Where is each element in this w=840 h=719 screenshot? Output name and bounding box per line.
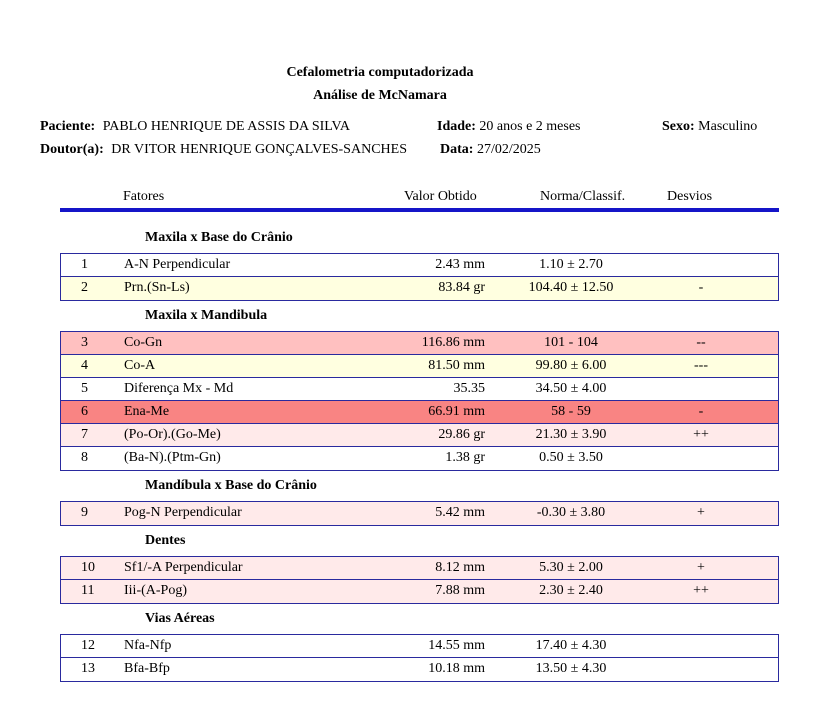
date-value: 27/02/2025 xyxy=(476,142,541,157)
patient-sex-label: Sexo: xyxy=(662,119,695,134)
row-factor: (Ba-N).(Ptm-Gn) xyxy=(124,450,221,465)
doctor-value: DR VITOR HENRIQUE GONÇALVES-SANCHES xyxy=(111,142,407,157)
row-deviation: - xyxy=(698,404,704,419)
patient-name-label: Paciente: xyxy=(40,119,96,134)
row-factor: Nfa-Nfp xyxy=(124,638,172,653)
header-deviation: Desvios xyxy=(667,189,713,204)
row-norm: 101 - 104 xyxy=(544,335,598,350)
row-norm: 17.40 ± 4.30 xyxy=(535,638,607,653)
section-group-maxila-base xyxy=(60,253,779,301)
doctor-field xyxy=(40,142,407,158)
row-value: 66.91 mm xyxy=(428,404,485,419)
row-factor: Pog-N Perpendicular xyxy=(124,505,242,520)
section-title-vias-aereas: Vias Aéreas xyxy=(145,611,215,626)
header-divider xyxy=(60,208,779,212)
row-deviation: - xyxy=(698,280,704,295)
patient-age-value: 20 anos e 2 meses xyxy=(479,119,581,134)
table-row xyxy=(61,447,778,470)
row-value: 5.42 mm xyxy=(435,505,485,520)
table-row xyxy=(61,277,778,300)
date-label: Data: xyxy=(440,142,474,157)
row-factor: (Po-Or).(Go-Me) xyxy=(124,427,221,442)
row-norm: 13.50 ± 4.30 xyxy=(535,661,607,676)
row-norm: 58 - 59 xyxy=(551,404,591,419)
row-number: 4 xyxy=(81,358,88,373)
section-title-maxila-mandibula: Maxila x Mandibula xyxy=(145,308,268,323)
row-factor: Ena-Me xyxy=(124,404,170,419)
table-row xyxy=(61,401,778,424)
row-value: 29.86 gr xyxy=(438,427,485,442)
table-row xyxy=(61,502,778,525)
row-value: 10.18 mm xyxy=(428,661,485,676)
section-title-mandibula-base: Mandíbula x Base do Crânio xyxy=(145,478,317,493)
row-factor: Sf1/-A Perpendicular xyxy=(124,560,243,575)
row-value: 81.50 mm xyxy=(428,358,485,373)
row-number: 11 xyxy=(81,583,95,598)
patient-sex-field xyxy=(662,119,757,135)
date-field xyxy=(440,142,541,158)
row-norm: -0.30 ± 3.80 xyxy=(536,505,606,520)
row-number: 12 xyxy=(81,638,95,653)
table-row xyxy=(61,658,778,681)
row-deviation: --- xyxy=(694,358,708,373)
doctor-label: Doutor(a): xyxy=(40,142,104,157)
patient-name-value: PABLO HENRIQUE DE ASSIS DA SILVA xyxy=(102,119,350,134)
row-value: 7.88 mm xyxy=(435,583,485,598)
row-factor: A-N Perpendicular xyxy=(124,257,231,272)
row-value: 116.86 mm xyxy=(421,335,485,350)
header-factors: Fatores xyxy=(123,189,165,204)
row-value: 1.38 gr xyxy=(445,450,485,465)
row-value: 35.35 xyxy=(453,381,485,396)
row-factor: Diferença Mx - Md xyxy=(124,381,234,396)
section-group-maxila-mandibula xyxy=(60,331,779,471)
row-number: 1 xyxy=(81,257,88,272)
row-deviation: + xyxy=(697,505,705,520)
row-number: 13 xyxy=(81,661,95,676)
row-number: 5 xyxy=(81,381,88,396)
table-row xyxy=(61,424,778,447)
row-factor: Co-A xyxy=(124,358,156,373)
section-group-dentes xyxy=(60,556,779,604)
report-subtitle: Análise de McNamara xyxy=(313,88,447,103)
row-deviation: ++ xyxy=(693,427,709,442)
table-row xyxy=(61,332,778,355)
row-number: 9 xyxy=(81,505,88,520)
row-value: 2.43 mm xyxy=(435,257,485,272)
row-number: 7 xyxy=(81,427,88,442)
row-norm: 34.50 ± 4.00 xyxy=(535,381,607,396)
row-norm: 5.30 ± 2.00 xyxy=(539,560,603,575)
patient-sex-value: Masculino xyxy=(698,119,758,134)
row-number: 2 xyxy=(81,280,88,295)
report-title: Cefalometria computadorizada xyxy=(286,65,474,80)
row-deviation: + xyxy=(697,560,705,575)
section-title-dentes: Dentes xyxy=(145,533,186,548)
row-number: 8 xyxy=(81,450,88,465)
row-deviation: ++ xyxy=(693,583,709,598)
row-number: 3 xyxy=(81,335,88,350)
row-factor: Co-Gn xyxy=(124,335,163,350)
row-number: 6 xyxy=(81,404,88,419)
row-factor: Prn.(Sn-Ls) xyxy=(124,280,190,295)
row-value: 8.12 mm xyxy=(435,560,485,575)
row-number: 10 xyxy=(81,560,95,575)
row-norm: 21.30 ± 3.90 xyxy=(535,427,607,442)
table-row xyxy=(61,635,778,658)
row-norm: 0.50 ± 3.50 xyxy=(539,450,603,465)
row-value: 14.55 mm xyxy=(428,638,485,653)
row-norm: 99.80 ± 6.00 xyxy=(535,358,607,373)
table-row xyxy=(61,254,778,277)
table-row xyxy=(61,378,778,401)
patient-age-field xyxy=(437,119,581,135)
section-group-mandibula-base xyxy=(60,501,779,526)
row-norm: 2.30 ± 2.40 xyxy=(539,583,603,598)
section-group-vias-aereas xyxy=(60,634,779,682)
section-title-maxila-base: Maxila x Base do Crânio xyxy=(145,230,293,245)
row-norm: 104.40 ± 12.50 xyxy=(528,280,614,295)
patient-age-label: Idade: xyxy=(437,119,476,134)
table-row xyxy=(61,355,778,378)
row-norm: 1.10 ± 2.70 xyxy=(539,257,603,272)
header-value: Valor Obtido xyxy=(404,189,477,204)
table-row xyxy=(61,557,778,580)
row-factor: Iii-(A-Pog) xyxy=(124,583,187,598)
header-norm: Norma/Classif. xyxy=(540,189,626,204)
row-value: 83.84 gr xyxy=(438,280,485,295)
table-row xyxy=(61,580,778,603)
patient-name-field xyxy=(40,119,350,135)
row-deviation: -- xyxy=(696,335,706,350)
row-factor: Bfa-Bfp xyxy=(124,661,170,676)
